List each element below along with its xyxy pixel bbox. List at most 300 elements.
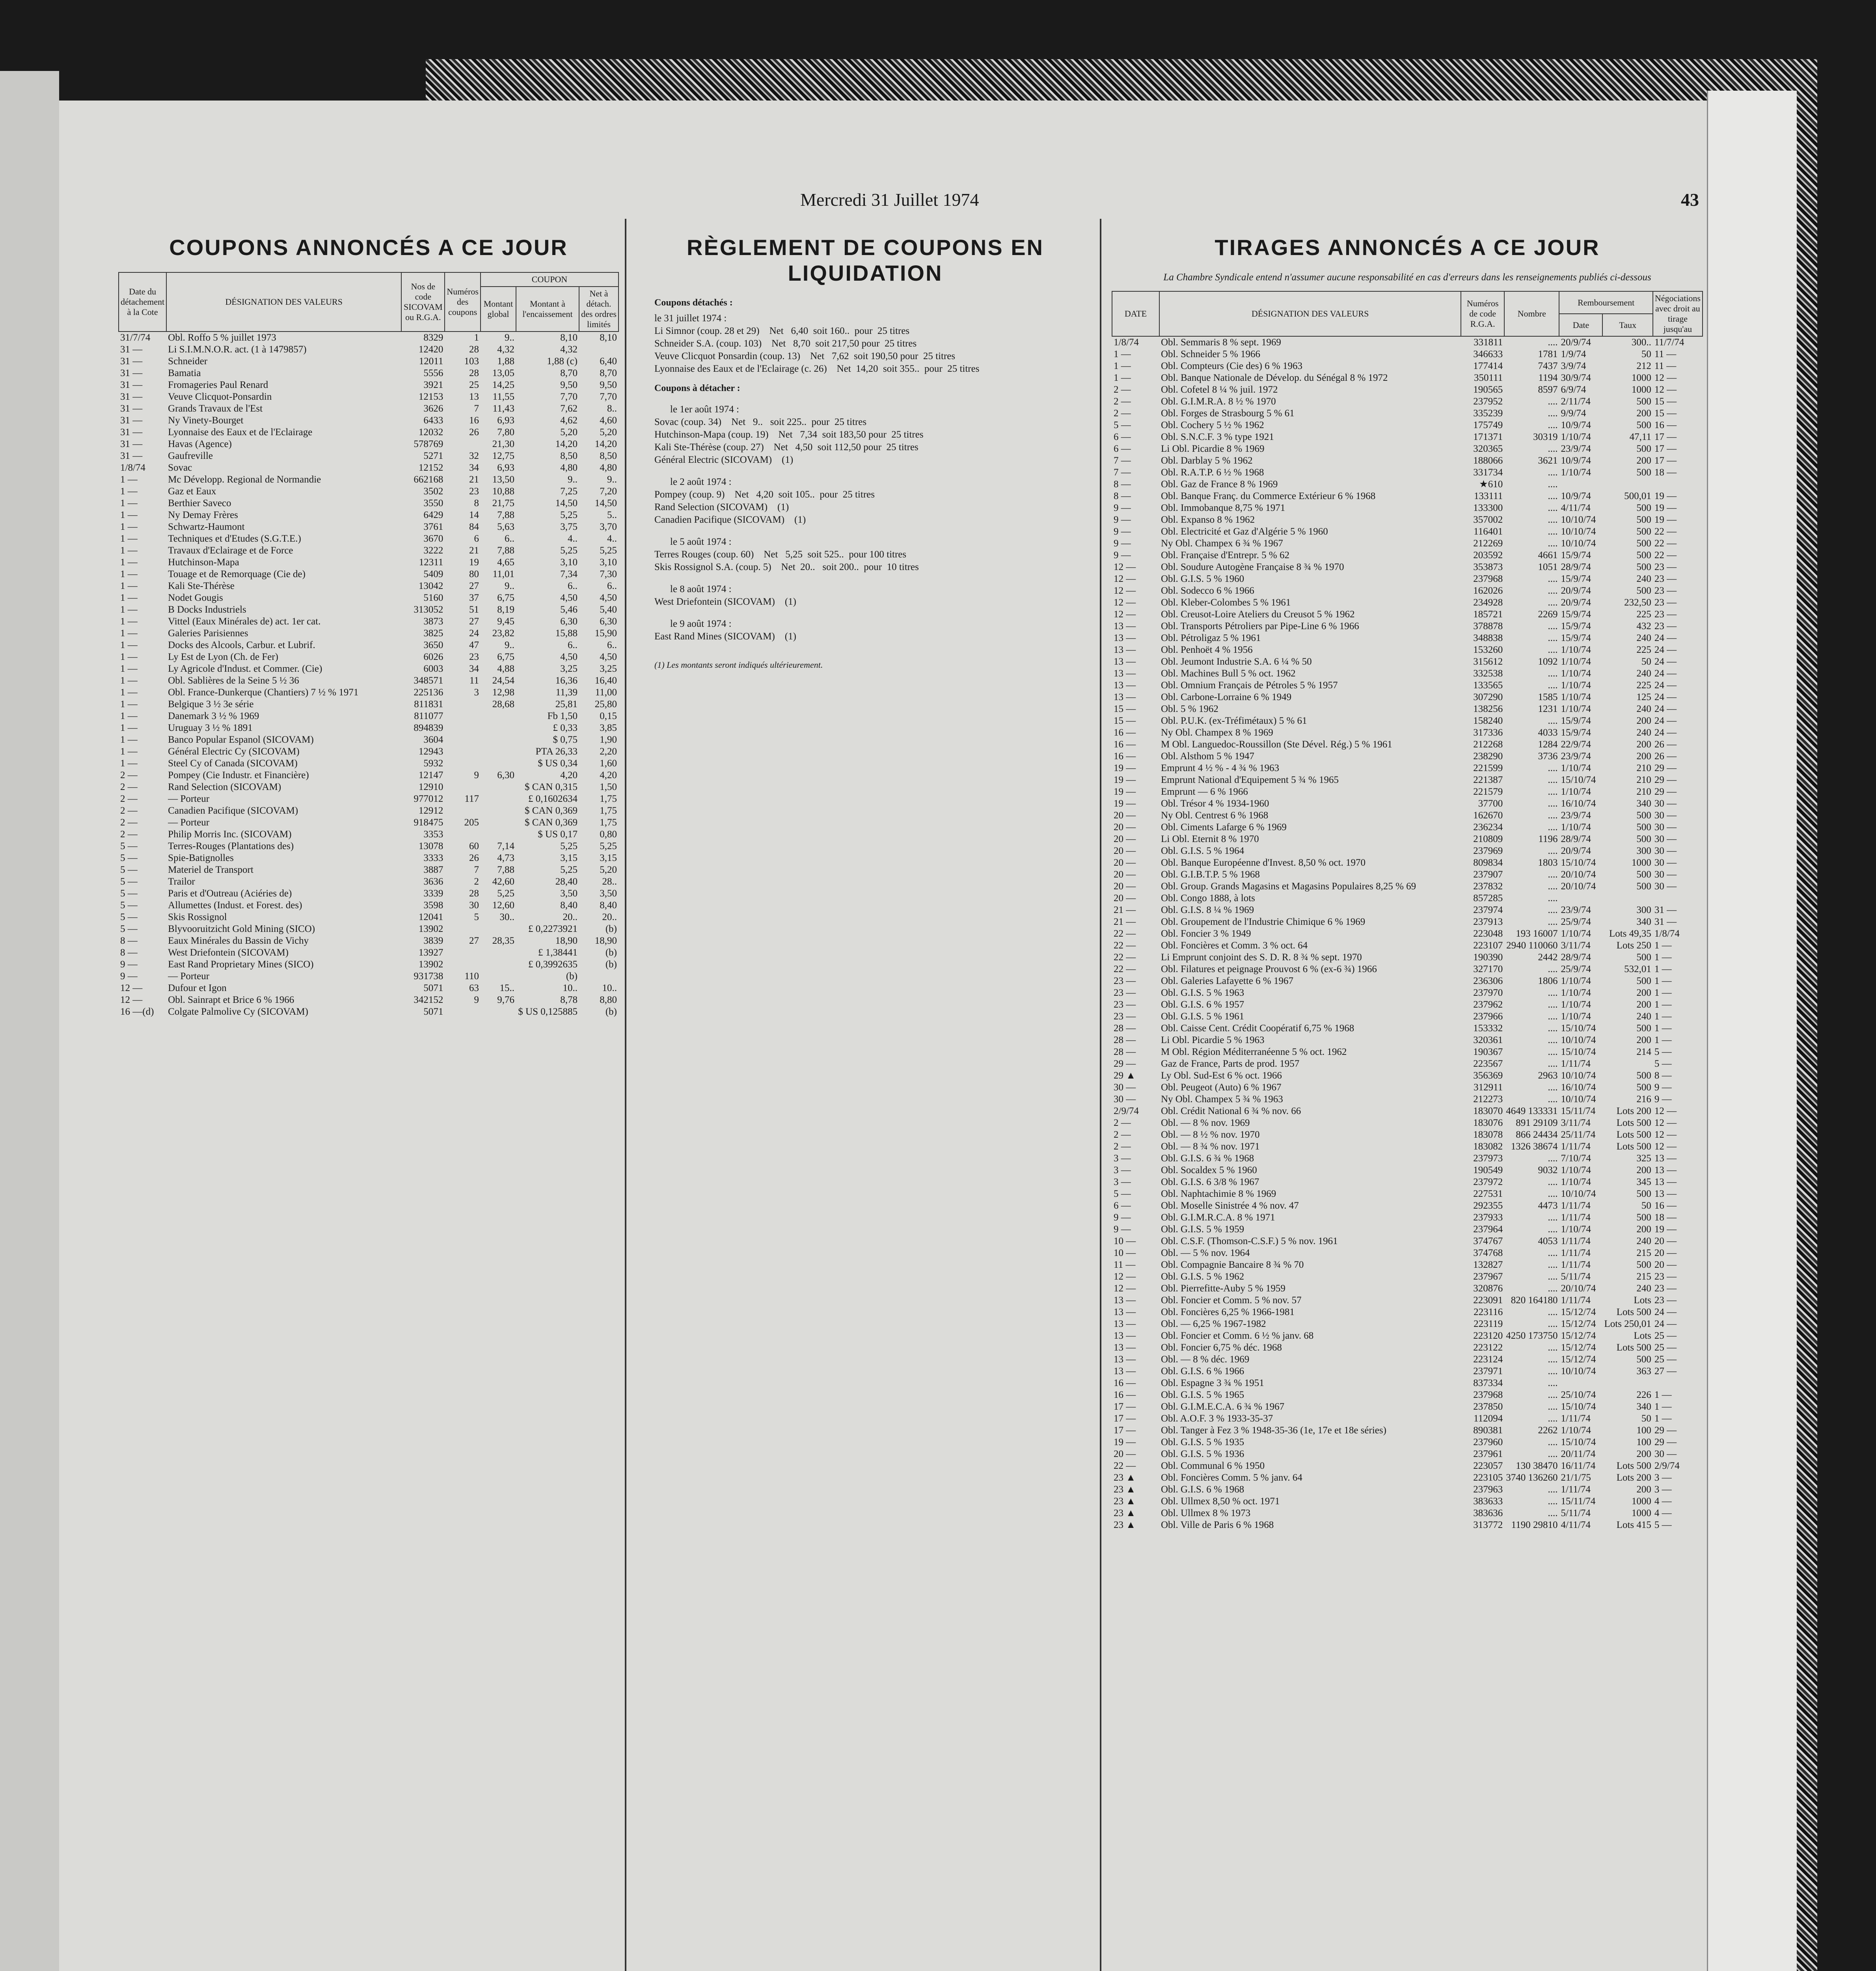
cell-net: 5,20 bbox=[600, 427, 617, 438]
cell-designation: Ny Obl. Centrest 6 % 1968 bbox=[1161, 810, 1269, 821]
cell-coupon-number: 27 bbox=[469, 581, 479, 591]
cell-date: 17 — bbox=[1114, 1413, 1136, 1424]
cell-rate: 225 bbox=[1636, 609, 1651, 620]
cell-code: ★610 bbox=[1479, 479, 1503, 490]
cell-designation: Obl. Expanso 8 % 1962 bbox=[1161, 514, 1255, 525]
cell-rate: 500 bbox=[1636, 976, 1651, 986]
cell-coupon-number: 60 bbox=[469, 841, 479, 851]
cell-code: 348571 bbox=[414, 675, 443, 686]
cell-date: 13 — bbox=[1114, 1342, 1136, 1353]
cell-code: 223107 bbox=[1473, 940, 1503, 951]
cell-designation: Ny Demay Frères bbox=[168, 510, 238, 520]
cell-code: 221579 bbox=[1473, 786, 1503, 797]
cell-date: 20 — bbox=[1114, 869, 1136, 880]
cell-count: .... bbox=[1548, 1378, 1558, 1388]
cell-count: .... bbox=[1548, 645, 1558, 655]
cell-designation: Allumettes (Indust. et Forest. des) bbox=[168, 900, 302, 911]
cell-collection: 8,70 bbox=[560, 368, 578, 378]
cell-trading-until: 13 — bbox=[1654, 1177, 1677, 1187]
cell-coupon-number: 9 bbox=[474, 995, 479, 1005]
cell-trading-until: 5 — bbox=[1654, 1058, 1672, 1069]
cell-count: 2442 bbox=[1538, 952, 1558, 963]
cell-trading-until: 22 — bbox=[1654, 550, 1677, 561]
cell-date: 23 — bbox=[1114, 976, 1136, 986]
cell-repay-date: 15/12/74 bbox=[1561, 1330, 1596, 1341]
cell-gross: 21,30 bbox=[492, 439, 514, 449]
cell-designation: Obl. Galeries Lafayette 6 % 1967 bbox=[1161, 976, 1293, 986]
table-row bbox=[119, 852, 619, 864]
table-row bbox=[119, 829, 619, 840]
cell-designation: Obl. Socaldex 5 % 1960 bbox=[1161, 1165, 1257, 1176]
draws-note: La Chambre Syndicale entend n'assumer aucune responsabilité en cas d'erreurs dans les renseignements publiés ci-dessous bbox=[1163, 272, 1651, 283]
cell-collection: 16,36 bbox=[555, 675, 578, 686]
draws-column bbox=[1112, 219, 1703, 1531]
cell-designation: Obl. Sainrapt et Brice 6 % 1966 bbox=[168, 995, 294, 1005]
cell-code: 5556 bbox=[423, 368, 443, 378]
cell-code: 223116 bbox=[1474, 1307, 1503, 1317]
settlement-line: West Driefontein (SICOVAM) (1) bbox=[654, 596, 796, 607]
cell-code: 183070 bbox=[1473, 1106, 1503, 1116]
cell-collection: 25,81 bbox=[555, 699, 578, 710]
cell-rate: Lots bbox=[1634, 1295, 1651, 1306]
cell-rate: 500 bbox=[1636, 514, 1651, 525]
cell-collection: $ US 0,34 bbox=[538, 758, 578, 769]
table-row bbox=[119, 533, 619, 545]
cell-collection: 7,62 bbox=[560, 403, 578, 414]
cell-count: 1092 bbox=[1538, 656, 1558, 667]
column-divider bbox=[1100, 219, 1101, 1971]
cell-code: 890381 bbox=[1473, 1425, 1503, 1436]
cell-trading-until: 23 — bbox=[1654, 1295, 1677, 1306]
cell-trading-until: 18 — bbox=[1654, 1212, 1677, 1223]
cell-rate: Lots 250 bbox=[1616, 940, 1651, 951]
cell-date: 16 — bbox=[1114, 739, 1136, 750]
cell-repay-date: 23/9/74 bbox=[1561, 810, 1591, 821]
cell-code: 3761 bbox=[423, 522, 443, 532]
cell-trading-until: 20 — bbox=[1654, 1248, 1677, 1258]
cell-code: 313772 bbox=[1473, 1520, 1503, 1530]
table-row bbox=[1112, 940, 1703, 952]
cell-count: 3736 bbox=[1538, 751, 1558, 762]
cell-net: 1,75 bbox=[600, 817, 617, 828]
cell-designation: Gaz de France, Parts de prod. 1957 bbox=[1161, 1058, 1300, 1069]
cell-repay-date: 23/9/74 bbox=[1561, 443, 1591, 454]
cell-date: 1 — bbox=[120, 486, 138, 497]
table-row bbox=[1112, 526, 1703, 538]
cell-code: 162026 bbox=[1473, 585, 1503, 596]
table-row bbox=[1112, 1034, 1703, 1046]
cell-gross: 12,60 bbox=[492, 900, 514, 911]
cell-trading-until: 23 — bbox=[1654, 621, 1677, 632]
cell-designation: Techniques et d'Etudes (S.G.T.E.) bbox=[168, 533, 301, 544]
cell-rate: 500 bbox=[1636, 1023, 1651, 1034]
cell-designation: Obl. Ville de Paris 6 % 1968 bbox=[1161, 1520, 1274, 1530]
cell-coupon-number: 110 bbox=[464, 971, 479, 982]
cell-gross bbox=[481, 781, 516, 793]
cell-net: 4,50 bbox=[600, 592, 617, 603]
cell-date: 28 — bbox=[1114, 1035, 1136, 1045]
table-row bbox=[119, 864, 619, 876]
cell-code: 158240 bbox=[1473, 715, 1503, 726]
cell-count: 1051 bbox=[1538, 562, 1558, 572]
cell-gross: 6,75 bbox=[497, 592, 514, 603]
cell-gross bbox=[481, 1006, 516, 1018]
cell-coupon-number: 16 bbox=[469, 415, 479, 426]
cell-designation: Obl. France-Dunkerque (Chantiers) 7 ½ % 1971 bbox=[168, 687, 359, 698]
cell-code: 894839 bbox=[414, 723, 443, 733]
cell-collection: 4,62 bbox=[560, 415, 578, 426]
cell-date: 2/9/74 bbox=[1114, 1106, 1139, 1116]
cell-code: 3550 bbox=[423, 498, 443, 509]
cell-date: 17 — bbox=[1114, 1425, 1136, 1436]
cell-code: 212268 bbox=[1473, 739, 1503, 750]
cell-repay-date: 16/10/74 bbox=[1561, 798, 1596, 809]
cell-count: 1326 38674 bbox=[1511, 1141, 1558, 1152]
cell-trading-until: 1 — bbox=[1654, 1401, 1672, 1412]
cell-date: 15 — bbox=[1114, 704, 1136, 714]
cell-rate: 240 bbox=[1636, 727, 1651, 738]
table-row bbox=[1112, 904, 1703, 916]
cell-code: 133565 bbox=[1473, 680, 1503, 691]
cell-repay-date: 3/9/74 bbox=[1561, 361, 1586, 371]
table-row bbox=[119, 497, 619, 509]
cell-count: 193 16007 bbox=[1516, 928, 1558, 939]
cell-trading-until: 24 — bbox=[1654, 692, 1677, 702]
cell-date: 12 — bbox=[1114, 585, 1136, 596]
cell-gross: 30.. bbox=[499, 912, 514, 922]
cell-designation: Obl. Groupement de l'Industrie Chimique 6 % 1969 bbox=[1161, 917, 1366, 927]
cell-collection: 8,78 bbox=[560, 995, 578, 1005]
cell-count: 2963 bbox=[1538, 1070, 1558, 1081]
cell-code: 237952 bbox=[1473, 396, 1503, 407]
page-number: 43 bbox=[1681, 190, 1699, 210]
cell-date: 10 — bbox=[1114, 1236, 1136, 1246]
table-row bbox=[119, 769, 619, 781]
cell-repay-date: 15/12/74 bbox=[1561, 1342, 1596, 1353]
cell-designation: Obl. G.I.M.R.C.A. 8 % 1971 bbox=[1161, 1212, 1275, 1223]
cell-trading-until: 1 — bbox=[1654, 987, 1672, 998]
cell-code: 138256 bbox=[1473, 704, 1503, 714]
cell-designation: West Driefontein (SICOVAM) bbox=[168, 947, 289, 958]
cell-date: 1 — bbox=[120, 581, 138, 591]
cell-gross bbox=[481, 793, 516, 805]
cell-designation: Ny Obl. Champex 6 ¾ % 1967 bbox=[1161, 538, 1283, 549]
cell-date: 3 — bbox=[1114, 1153, 1131, 1164]
cell-net: 7,70 bbox=[600, 391, 617, 402]
cell-trading-until: 16 — bbox=[1654, 420, 1677, 430]
table-row bbox=[1112, 467, 1703, 479]
cell-trading-until: 19 — bbox=[1654, 503, 1677, 513]
cell-trading-until: 24 — bbox=[1654, 633, 1677, 643]
cell-designation: Obl. G.I.S. 5 % 1964 bbox=[1161, 846, 1244, 856]
settlement-line: Lyonnaise des Eaux et de l'Eclairage (c. 26) Net 14,20 soit 355.. pour 25 titres bbox=[654, 363, 980, 374]
table-row bbox=[119, 604, 619, 616]
cell-rate: 500 bbox=[1636, 585, 1651, 596]
cell-designation: Obl. Naphtachimie 8 % 1969 bbox=[1161, 1189, 1276, 1199]
cell-rate: Lots 200 bbox=[1616, 1472, 1651, 1483]
cell-repay-date: 23/9/74 bbox=[1561, 905, 1591, 915]
cell-net: 7,20 bbox=[600, 486, 617, 497]
cell-count: .... bbox=[1548, 408, 1558, 419]
cell-code: 3339 bbox=[423, 888, 443, 899]
cell-designation: Obl. Ciments Lafarge 6 % 1969 bbox=[1161, 822, 1287, 833]
cell-repay-date: 10/9/74 bbox=[1561, 455, 1591, 466]
table-row bbox=[1112, 502, 1703, 514]
cell-net: 3,15 bbox=[600, 853, 617, 863]
cell-date: 20 — bbox=[1114, 834, 1136, 844]
cell-designation: Colgate Palmolive Cy (SICOVAM) bbox=[168, 1006, 308, 1017]
cell-rate: 50 bbox=[1641, 1200, 1651, 1211]
cell-date: 2 — bbox=[120, 817, 138, 828]
cell-rate: 216 bbox=[1636, 1094, 1651, 1105]
cell-code: 383633 bbox=[1473, 1496, 1503, 1507]
cell-code: 221387 bbox=[1473, 775, 1503, 785]
table-row bbox=[1112, 833, 1703, 845]
cell-net: 8,70 bbox=[600, 368, 617, 378]
cell-date: 13 — bbox=[1114, 1366, 1136, 1377]
cell-repay-date: 15/12/74 bbox=[1561, 1319, 1596, 1329]
cell-designation: Obl. — 8 % déc. 1969 bbox=[1161, 1354, 1250, 1365]
cell-designation: Obl. Alsthom 5 % 1947 bbox=[1161, 751, 1254, 762]
cell-collection: £ 1,38441 bbox=[538, 947, 578, 958]
cell-rate: 432 bbox=[1636, 621, 1651, 632]
cell-collection: 9.. bbox=[568, 474, 578, 485]
cell-date: 1 — bbox=[1114, 349, 1131, 360]
cell-date: 1 — bbox=[120, 723, 138, 733]
table-row bbox=[1112, 963, 1703, 975]
col-header: DÉSIGNATION DES VALEURS bbox=[166, 272, 401, 332]
cell-code: 112094 bbox=[1474, 1413, 1503, 1424]
cell-designation: Canadien Pacifique (SICOVAM) bbox=[168, 805, 298, 816]
cell-net: 14,20 bbox=[594, 439, 617, 449]
cell-count: .... bbox=[1548, 1023, 1558, 1034]
table-row bbox=[1112, 336, 1703, 348]
table-row bbox=[1112, 1496, 1703, 1507]
cell-date: 2 — bbox=[120, 805, 138, 816]
cell-rate: 225 bbox=[1636, 680, 1651, 691]
cell-date: 1 — bbox=[120, 711, 138, 721]
table-row bbox=[1112, 1389, 1703, 1401]
cell-repay-date: 3/11/74 bbox=[1561, 940, 1591, 951]
cell-count: 2269 bbox=[1538, 609, 1558, 620]
table-row bbox=[1112, 751, 1703, 762]
cell-rate: 212 bbox=[1636, 361, 1651, 371]
cell-trading-until: 11/7/74 bbox=[1654, 337, 1684, 348]
cell-rate: Lots 49,35 bbox=[1609, 928, 1651, 939]
cell-count: .... bbox=[1548, 1283, 1558, 1294]
cell-coupon-number: 80 bbox=[469, 569, 479, 579]
table-row bbox=[119, 344, 619, 356]
cell-code: 225136 bbox=[414, 687, 443, 698]
cell-repay-date: 1/10/74 bbox=[1561, 1425, 1591, 1436]
table-row bbox=[119, 628, 619, 639]
cell-gross: 7,80 bbox=[497, 427, 514, 438]
cell-coupon-number: 205 bbox=[464, 817, 479, 828]
cell-count: .... bbox=[1548, 917, 1558, 927]
cell-code: 237968 bbox=[1473, 1390, 1503, 1400]
cell-code: 3873 bbox=[423, 616, 443, 627]
cell-trading-until: 1 — bbox=[1654, 964, 1672, 974]
cell-coupon-number bbox=[445, 734, 481, 746]
cell-repay-date: 1/11/74 bbox=[1561, 1236, 1591, 1246]
cell-trading-until: 8 — bbox=[1654, 1070, 1672, 1081]
cell-repay-date: 20/11/74 bbox=[1561, 1449, 1596, 1459]
cell-repay-date bbox=[1559, 892, 1602, 904]
cell-date: 16 — bbox=[1114, 727, 1136, 738]
cell-rate: Lots 415 bbox=[1616, 1520, 1651, 1530]
cell-count: 4661 bbox=[1538, 550, 1558, 561]
cell-date: 12 — bbox=[1114, 609, 1136, 620]
cell-code: 175749 bbox=[1473, 420, 1503, 430]
cell-date: 19 — bbox=[1114, 763, 1136, 773]
cell-code: 348838 bbox=[1473, 633, 1503, 643]
settlement-line: Canadien Pacifique (SICOVAM) (1) bbox=[654, 514, 806, 525]
cell-net: 8.. bbox=[607, 403, 617, 414]
cell-gross: 6,93 bbox=[497, 462, 514, 473]
cell-net: 6.. bbox=[607, 581, 617, 591]
cell-collection: 5,20 bbox=[560, 427, 578, 438]
cell-rate: 300 bbox=[1636, 905, 1651, 915]
cell-date: 9 — bbox=[1114, 1212, 1131, 1223]
cell-net bbox=[579, 971, 619, 982]
table-row bbox=[119, 521, 619, 533]
cell-designation: Touage et de Remorquage (Cie de) bbox=[168, 569, 306, 579]
cell-repay-date: 1/10/74 bbox=[1561, 467, 1591, 478]
cell-net: 1,75 bbox=[600, 805, 617, 816]
cell-rate: 50 bbox=[1641, 349, 1651, 360]
cell-code: 6433 bbox=[423, 415, 443, 426]
cell-date: 5 — bbox=[120, 900, 138, 911]
table-row bbox=[1112, 573, 1703, 585]
cell-designation: Obl. Schneider 5 % 1966 bbox=[1161, 349, 1261, 360]
cell-date: 21 — bbox=[1114, 917, 1136, 927]
cell-designation: Obl. G.I.S. 6 % 1966 bbox=[1161, 1366, 1244, 1377]
cell-count: .... bbox=[1548, 775, 1558, 785]
cell-net: 6,40 bbox=[600, 356, 617, 367]
cell-designation: Schwartz-Haumont bbox=[168, 522, 245, 532]
cell-coupon-number: 34 bbox=[469, 462, 479, 473]
table-row bbox=[119, 545, 619, 557]
table-row bbox=[1112, 703, 1703, 715]
cell-collection: 8,10 bbox=[560, 332, 578, 343]
cell-net: 5,25 bbox=[600, 545, 617, 556]
cell-date: 12 — bbox=[1114, 597, 1136, 608]
cell-date: 19 — bbox=[1114, 1437, 1136, 1448]
cell-net: 9.. bbox=[607, 474, 617, 485]
settlement-note: (1) Les montants seront indiqués ultérieurement. bbox=[654, 660, 823, 670]
cell-repay-date: 25/11/74 bbox=[1561, 1129, 1596, 1140]
cell-net: 4,20 bbox=[600, 770, 617, 781]
cell-designation: Obl. G.I.B.T.P. 5 % 1968 bbox=[1161, 869, 1260, 880]
cell-designation: Obl. Caisse Cent. Crédit Coopératif 6,75 % 1968 bbox=[1161, 1023, 1354, 1034]
cell-coupon-number bbox=[445, 923, 481, 935]
cell-gross bbox=[481, 971, 516, 982]
cell-rate: 200 bbox=[1636, 987, 1651, 998]
cell-rate: 200 bbox=[1636, 1449, 1651, 1459]
cell-count: .... bbox=[1548, 763, 1558, 773]
cell-code: 12912 bbox=[418, 805, 443, 816]
cell-designation: Obl. Foncier et Comm. 6 ½ % janv. 68 bbox=[1161, 1330, 1314, 1341]
cell-trading-until: 12 — bbox=[1654, 1141, 1677, 1152]
cell-designation: Obl. Forges de Strasbourg 5 % 61 bbox=[1161, 408, 1295, 419]
cell-code: 3650 bbox=[423, 640, 443, 650]
settlement-line: Veuve Clicquot Ponsardin (coup. 13) Net 7,62 soit 190,50 pour 25 titres bbox=[654, 351, 956, 361]
cell-date: 1 — bbox=[120, 746, 138, 757]
cell-repay-date: 15/9/74 bbox=[1561, 633, 1591, 643]
cell-repay-date: 10/9/74 bbox=[1561, 420, 1591, 430]
cell-code: 327170 bbox=[1473, 964, 1503, 974]
cell-gross: 11,01 bbox=[492, 569, 514, 579]
cell-collection: 6,30 bbox=[560, 616, 578, 627]
cell-designation: Obl. Foncier et Comm. 5 % nov. 57 bbox=[1161, 1295, 1302, 1306]
cell-code: 320876 bbox=[1473, 1283, 1503, 1294]
cell-gross bbox=[481, 959, 516, 971]
cell-gross: 7,88 bbox=[497, 510, 514, 520]
cell-coupon-number: 25 bbox=[469, 380, 479, 390]
cell-repay-date: 1/10/74 bbox=[1561, 704, 1591, 714]
cell-rate: Lots 500 bbox=[1616, 1342, 1651, 1353]
cell-trading-until: 29 — bbox=[1654, 786, 1677, 797]
cell-date: 1 — bbox=[120, 498, 138, 509]
cell-code: 315612 bbox=[1473, 656, 1503, 667]
cell-trading-until: 31 — bbox=[1654, 905, 1677, 915]
cell-rate: 50 bbox=[1641, 1413, 1651, 1424]
table-row bbox=[119, 639, 619, 651]
cell-collection: £ 0,33 bbox=[553, 723, 578, 733]
cell-designation: Bamatia bbox=[168, 368, 201, 378]
cell-code: 12311 bbox=[419, 557, 443, 568]
cell-designation: Obl. S.N.C.F. 3 % type 1921 bbox=[1161, 432, 1274, 442]
cell-designation: Obl. 5 % 1962 bbox=[1161, 704, 1218, 714]
cell-code: 342152 bbox=[414, 995, 443, 1005]
cell-coupon-number: 19 bbox=[469, 557, 479, 568]
cell-designation: Obl. G.I.S. 6 3/8 % 1967 bbox=[1161, 1177, 1259, 1187]
cell-code: 356369 bbox=[1473, 1070, 1503, 1081]
cell-repay-date: 1/11/74 bbox=[1561, 1141, 1591, 1152]
cell-repay-date: 10/10/74 bbox=[1561, 526, 1596, 537]
cell-rate: 240 bbox=[1636, 1011, 1651, 1022]
table-row bbox=[119, 805, 619, 817]
cell-gross: 9,45 bbox=[497, 616, 514, 627]
cell-count: .... bbox=[1548, 1035, 1558, 1045]
cell-designation: Schneider bbox=[168, 356, 208, 367]
table-row bbox=[1112, 668, 1703, 680]
cell-repay-date: 22/9/74 bbox=[1561, 739, 1591, 750]
cell-repay-date: 1/10/74 bbox=[1561, 692, 1591, 702]
cell-code: 177414 bbox=[1473, 361, 1503, 371]
cell-net: 14,50 bbox=[594, 498, 617, 509]
cell-gross: 10,88 bbox=[492, 486, 514, 497]
cell-trading-until: 1 — bbox=[1654, 1390, 1672, 1400]
cell-rate: 500 bbox=[1636, 869, 1651, 880]
cell-trading-until: 29 — bbox=[1654, 1437, 1677, 1448]
cell-rate: Lots 200 bbox=[1616, 1106, 1651, 1116]
cell-code: 5409 bbox=[423, 569, 443, 579]
cell-rate: 1000 bbox=[1631, 373, 1651, 383]
cell-count: .... bbox=[1548, 503, 1558, 513]
cell-count: .... bbox=[1548, 1401, 1558, 1412]
cell-date: 13 — bbox=[1114, 621, 1136, 632]
cell-designation: Obl. G.I.S. 6 ¾ % 1968 bbox=[1161, 1153, 1254, 1164]
cell-designation: Havas (Agence) bbox=[168, 439, 232, 449]
cell-rate: 300.. bbox=[1631, 337, 1651, 348]
cell-code: 13078 bbox=[418, 841, 443, 851]
cell-designation: Obl. G.I.M.E.C.A. 6 ¾ % 1967 bbox=[1161, 1401, 1285, 1412]
cell-net: 3,10 bbox=[600, 557, 617, 568]
table-row bbox=[119, 947, 619, 959]
cell-gross: 28,35 bbox=[492, 935, 514, 946]
cell-designation: Obl. Creusot-Loire Ateliers du Creusot 5 % 1962 bbox=[1161, 609, 1355, 620]
